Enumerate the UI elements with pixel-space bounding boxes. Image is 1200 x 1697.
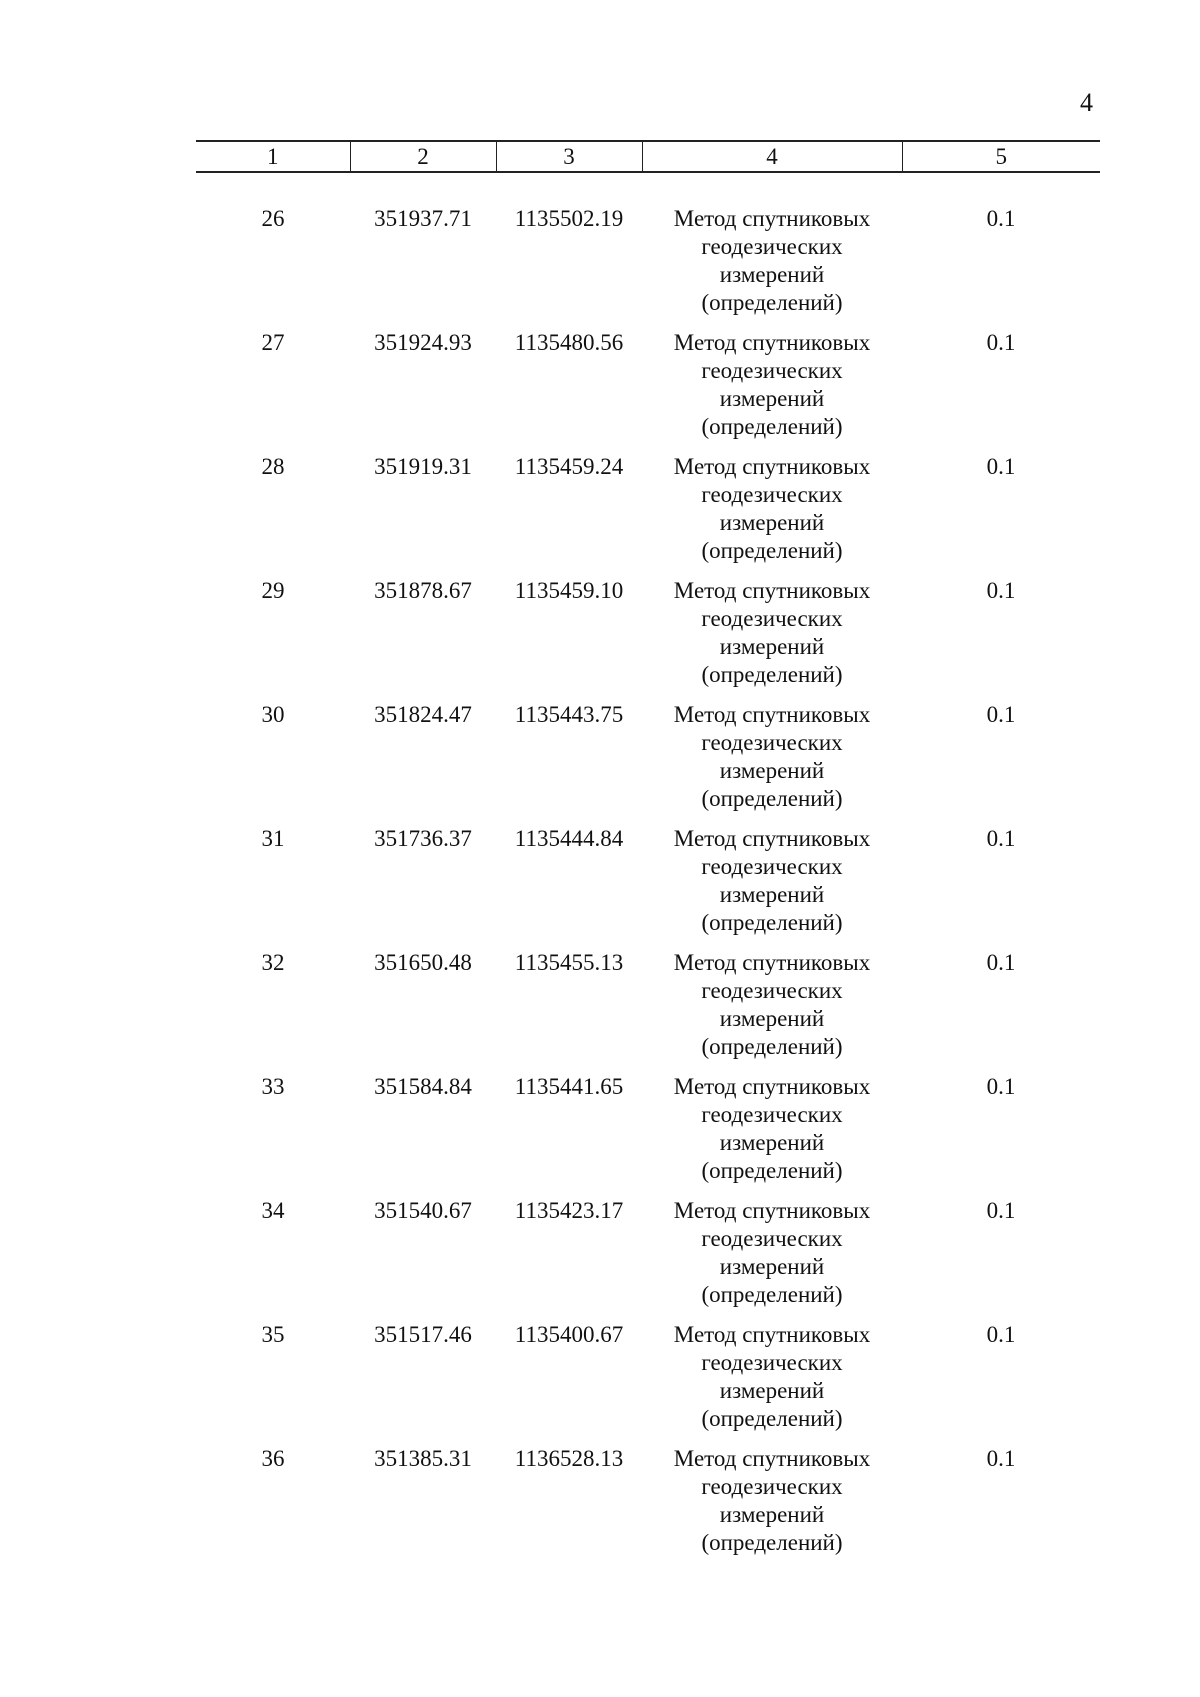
column-header-1: 1: [196, 141, 350, 172]
method-line: измерений: [719, 1502, 825, 1527]
method-cell: [642, 949, 902, 1073]
point-number-cell: 35: [261, 1322, 285, 1347]
method-line: Метод спутниковых: [673, 206, 871, 231]
header-spacer: [196, 172, 1100, 205]
method-line: (определений): [701, 1406, 843, 1431]
method-line: измерений: [719, 1130, 825, 1155]
table-row: [196, 1197, 1100, 1321]
header-row: [196, 141, 1100, 172]
accuracy-cell: 0.1: [986, 578, 1016, 603]
y-coordinate-cell: 1135459.10: [514, 578, 624, 603]
column-header-5: 5: [902, 141, 1100, 172]
table-row: [196, 1445, 1100, 1569]
method-line: (определений): [701, 1282, 843, 1307]
point-number-cell: 27: [261, 330, 285, 355]
method-cell: [642, 205, 902, 329]
table-row: [196, 949, 1100, 1073]
spacer-cell: [196, 172, 1100, 205]
table-row: [196, 205, 1100, 329]
method-line: измерений: [719, 758, 825, 783]
point-number-cell: 32: [261, 950, 285, 975]
method-line: геодезических: [701, 978, 843, 1003]
y-coordinate-cell: 1135443.75: [514, 702, 624, 727]
method-line: измерений: [719, 1378, 825, 1403]
point-number-cell: 33: [261, 1074, 285, 1099]
accuracy-cell: 0.1: [986, 454, 1016, 479]
method-cell: [642, 453, 902, 577]
accuracy-cell: 0.1: [986, 950, 1016, 975]
method-line: измерений: [719, 1254, 825, 1279]
table-row: [196, 701, 1100, 825]
point-number-cell: 30: [261, 702, 285, 727]
method-cell: [642, 701, 902, 825]
method-line: Метод спутниковых: [673, 1322, 871, 1347]
method-line: Метод спутниковых: [673, 1074, 871, 1099]
column-header-3: 3: [496, 141, 642, 172]
x-coordinate-cell: 351517.46: [374, 1322, 472, 1347]
point-number-cell: 29: [261, 578, 285, 603]
accuracy-cell: 0.1: [986, 702, 1016, 727]
method-cell: [642, 1073, 902, 1197]
column-header-4: 4: [642, 141, 902, 172]
table-row: [196, 1321, 1100, 1445]
table-body: [196, 172, 1100, 1569]
x-coordinate-cell: 351540.67: [374, 1198, 472, 1223]
table-header: [196, 141, 1100, 172]
column-header-2: 2: [350, 141, 496, 172]
accuracy-cell: 0.1: [986, 1198, 1016, 1223]
method-line: Метод спутниковых: [673, 454, 871, 479]
method-line: измерений: [719, 1006, 825, 1031]
accuracy-cell: 0.1: [986, 206, 1016, 231]
method-line: геодезических: [701, 1350, 843, 1375]
y-coordinate-cell: 1135423.17: [514, 1198, 624, 1223]
table-row: [196, 1073, 1100, 1197]
method-line: геодезических: [701, 854, 843, 879]
y-coordinate-cell: 1135441.65: [514, 1074, 624, 1099]
table-row: [196, 329, 1100, 453]
method-cell: [642, 1321, 902, 1445]
method-line: (определений): [701, 1034, 843, 1059]
table-row: [196, 453, 1100, 577]
method-cell: [642, 1197, 902, 1321]
method-line: геодезических: [701, 234, 843, 259]
method-line: геодезических: [701, 1102, 843, 1127]
accuracy-cell: 0.1: [986, 1074, 1016, 1099]
point-number-cell: 36: [261, 1446, 285, 1471]
accuracy-cell: 0.1: [986, 1322, 1016, 1347]
x-coordinate-cell: 351584.84: [374, 1074, 472, 1099]
accuracy-cell: 0.1: [986, 330, 1016, 355]
method-line: (определений): [701, 290, 843, 315]
y-coordinate-cell: 1135444.84: [514, 826, 624, 851]
x-coordinate-cell: 351937.71: [374, 206, 472, 231]
method-line: Метод спутниковых: [673, 1446, 871, 1471]
accuracy-cell: 0.1: [986, 1446, 1016, 1471]
x-coordinate-cell: 351385.31: [374, 1446, 472, 1471]
method-line: (определений): [701, 538, 843, 563]
method-cell: [642, 1445, 902, 1569]
coordinates-table: [196, 140, 1100, 1569]
table-row: [196, 825, 1100, 949]
y-coordinate-cell: 1135455.13: [514, 950, 624, 975]
x-coordinate-cell: 351919.31: [374, 454, 472, 479]
method-line: (определений): [701, 786, 843, 811]
method-line: Метод спутниковых: [673, 826, 871, 851]
method-line: (определений): [701, 662, 843, 687]
method-line: геодезических: [701, 606, 843, 631]
method-cell: [642, 329, 902, 453]
method-line: геодезических: [701, 482, 843, 507]
method-line: (определений): [701, 910, 843, 935]
point-number-cell: 28: [261, 454, 285, 479]
x-coordinate-cell: 351824.47: [374, 702, 472, 727]
x-coordinate-cell: 351924.93: [374, 330, 472, 355]
x-coordinate-cell: 351650.48: [374, 950, 472, 975]
method-line: (определений): [701, 1530, 843, 1555]
method-line: геодезических: [701, 358, 843, 383]
point-number-cell: 34: [261, 1198, 285, 1223]
method-line: геодезических: [701, 1226, 843, 1251]
page-number: 4: [1080, 88, 1093, 117]
method-line: Метод спутниковых: [673, 1198, 871, 1223]
method-line: Метод спутниковых: [673, 578, 871, 603]
point-number-cell: 31: [261, 826, 285, 851]
table-row: [196, 577, 1100, 701]
method-line: Метод спутниковых: [673, 950, 871, 975]
method-line: Метод спутниковых: [673, 330, 871, 355]
method-line: измерений: [719, 386, 825, 411]
method-cell: [642, 577, 902, 701]
method-line: Метод спутниковых: [673, 702, 871, 727]
y-coordinate-cell: 1135459.24: [514, 454, 624, 479]
method-line: измерений: [719, 634, 825, 659]
x-coordinate-cell: 351878.67: [374, 578, 472, 603]
method-cell: [642, 825, 902, 949]
x-coordinate-cell: 351736.37: [374, 826, 472, 851]
accuracy-cell: 0.1: [986, 826, 1016, 851]
point-number-cell: 26: [261, 206, 285, 231]
y-coordinate-cell: 1135400.67: [514, 1322, 624, 1347]
method-line: (определений): [701, 414, 843, 439]
y-coordinate-cell: 1136528.13: [514, 1446, 624, 1471]
y-coordinate-cell: 1135480.56: [514, 330, 624, 355]
method-line: геодезических: [701, 1474, 843, 1499]
y-coordinate-cell: 1135502.19: [514, 206, 624, 231]
method-line: измерений: [719, 262, 825, 287]
method-line: геодезических: [701, 730, 843, 755]
method-line: измерений: [719, 510, 825, 535]
method-line: (определений): [701, 1158, 843, 1183]
method-line: измерений: [719, 882, 825, 907]
